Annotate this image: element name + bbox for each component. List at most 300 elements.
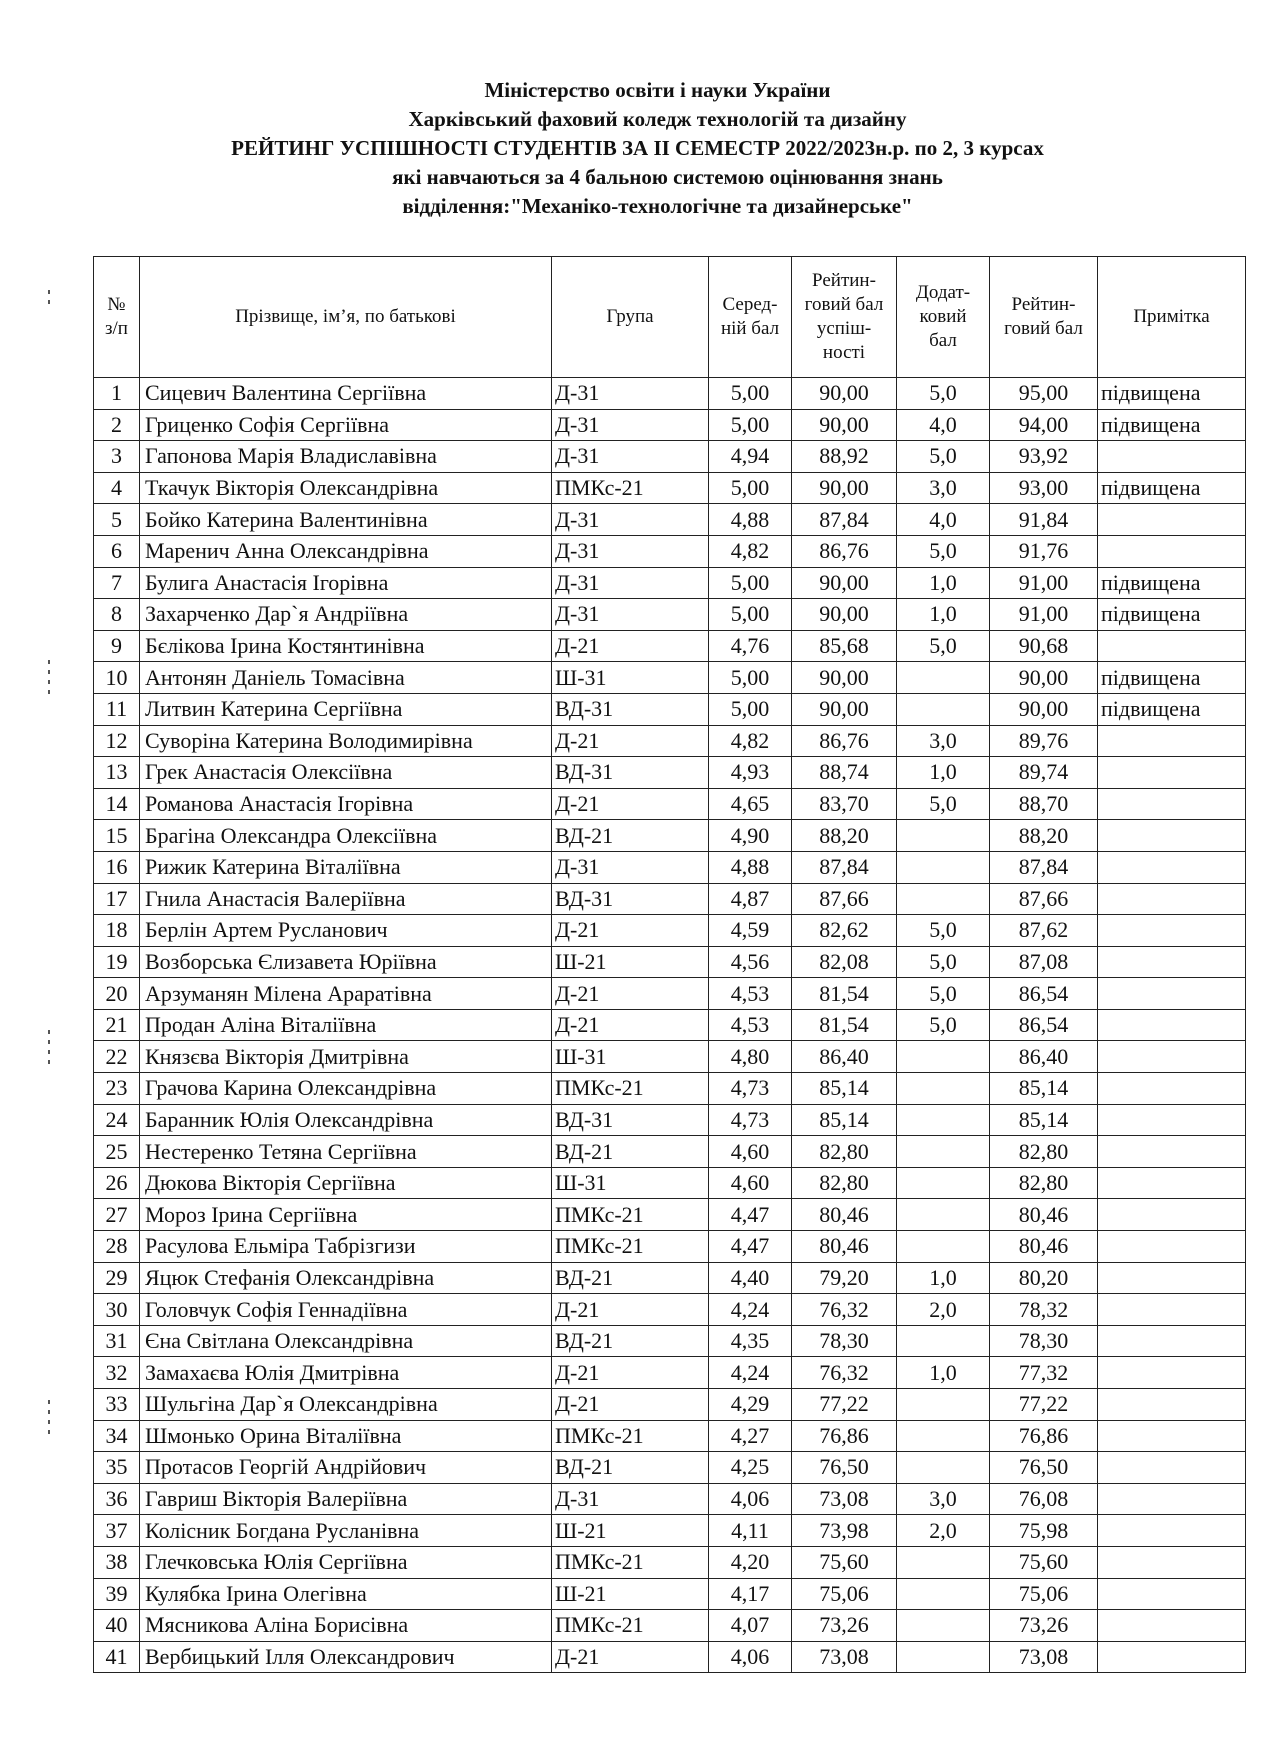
cell-rating: 87,66 [990,883,1098,915]
table-row [94,1420,1246,1452]
cell-name: Гапонова Марія Владиславівна [140,441,552,473]
table-row [94,693,1246,725]
cell-avg: 5,00 [709,409,792,441]
cell-avg: 4,53 [709,1009,792,1041]
cell-num: 37 [94,1515,140,1547]
cell-name: Замахаєва Юлія Дмитрівна [140,1357,552,1389]
cell-rating-success: 90,00 [792,472,897,504]
cell-rating: 77,32 [990,1357,1098,1389]
col-header-num: № з/п [94,257,140,378]
cell-rating-success: 73,26 [792,1610,897,1642]
cell-extra [897,1641,990,1673]
cell-rating: 90,00 [990,662,1098,694]
scan-mark [48,660,51,700]
col-header-group: Група [552,257,709,378]
cell-num: 18 [94,915,140,947]
cell-name: Продан Аліна Віталіївна [140,1009,552,1041]
cell-name: Єна Світлана Олександрівна [140,1325,552,1357]
col-header-avg: Серед- ній бал [709,257,792,378]
table-row [94,409,1246,441]
cell-extra: 4,0 [897,504,990,536]
table-row [94,1104,1246,1136]
cell-rating-success: 87,84 [792,851,897,883]
cell-note [1098,946,1246,978]
cell-avg: 4,24 [709,1357,792,1389]
cell-num: 15 [94,820,140,852]
cell-rating-success: 88,92 [792,441,897,473]
cell-group: ПМКс-21 [552,472,709,504]
cell-extra: 5,0 [897,915,990,947]
cell-num: 23 [94,1073,140,1105]
cell-extra [897,851,990,883]
cell-rating-success: 90,00 [792,378,897,410]
cell-group: Д-21 [552,1009,709,1041]
cell-num: 7 [94,567,140,599]
header-ministry: Міністерство освіти і науки України [484,78,831,102]
table-row [94,883,1246,915]
cell-name: Вербицький Ілля Олександрович [140,1641,552,1673]
cell-rating: 77,22 [990,1389,1098,1421]
cell-rating: 75,60 [990,1546,1098,1578]
cell-extra [897,1610,990,1642]
cell-name: Сицевич Валентина Сергіївна [140,378,552,410]
cell-rating-success: 75,06 [792,1578,897,1610]
header-title: РЕЙТИНГ УСПІШНОСТІ СТУДЕНТІВ ЗА ІІ СЕМЕСТР 2022/2023н.р. по 2, 3 курсах [231,136,1044,160]
cell-name: Мороз Ірина Сергіївна [140,1199,552,1231]
cell-num: 32 [94,1357,140,1389]
cell-note [1098,883,1246,915]
cell-num: 24 [94,1104,140,1136]
cell-rating: 88,20 [990,820,1098,852]
cell-num: 9 [94,630,140,662]
table-row [94,1515,1246,1547]
cell-note [1098,1167,1246,1199]
cell-rating: 89,76 [990,725,1098,757]
cell-group: ВД-21 [552,1136,709,1168]
cell-num: 3 [94,441,140,473]
cell-group: ПМКс-21 [552,1199,709,1231]
table-row [94,1483,1246,1515]
cell-rating: 85,14 [990,1104,1098,1136]
cell-rating: 76,86 [990,1420,1098,1452]
cell-note [1098,1325,1246,1357]
cell-group: Д-31 [552,851,709,883]
cell-rating: 78,32 [990,1294,1098,1326]
cell-group: ПМКс-21 [552,1546,709,1578]
table-row [94,441,1246,473]
cell-note [1098,1641,1246,1673]
col-header-extra: Додат- ковий бал [897,257,990,378]
cell-extra: 3,0 [897,1483,990,1515]
table-row [94,1610,1246,1642]
cell-extra: 4,0 [897,409,990,441]
cell-num: 27 [94,1199,140,1231]
cell-group: Д-31 [552,378,709,410]
cell-extra: 1,0 [897,757,990,789]
cell-avg: 5,00 [709,662,792,694]
cell-name: Антонян Даніель Томасівна [140,662,552,694]
table-row [94,1578,1246,1610]
cell-note: підвищена [1098,378,1246,410]
table-row [94,1199,1246,1231]
cell-extra: 1,0 [897,1357,990,1389]
cell-name: Князєва Вікторія Дмитрівна [140,1041,552,1073]
cell-name: Грачова Карина Олександрівна [140,1073,552,1105]
table-row [94,599,1246,631]
cell-num: 39 [94,1578,140,1610]
cell-name: Берлін Артем Русланович [140,915,552,947]
cell-group: ВД-31 [552,1104,709,1136]
table-row [94,725,1246,757]
cell-extra: 5,0 [897,378,990,410]
table-row [94,1041,1246,1073]
cell-group: Д-31 [552,409,709,441]
cell-name: Романова Анастасія Ігорівна [140,788,552,820]
cell-extra [897,1073,990,1105]
cell-num: 13 [94,757,140,789]
cell-avg: 5,00 [709,378,792,410]
cell-rating: 90,00 [990,693,1098,725]
cell-rating: 91,00 [990,599,1098,631]
cell-group: Д-21 [552,1389,709,1421]
cell-avg: 4,60 [709,1136,792,1168]
cell-extra: 5,0 [897,788,990,820]
cell-extra [897,693,990,725]
cell-name: Баранник Юлія Олександрівна [140,1104,552,1136]
cell-rating: 82,80 [990,1167,1098,1199]
cell-name: Головчук Софія Геннадіївна [140,1294,552,1326]
cell-extra: 3,0 [897,472,990,504]
cell-avg: 5,00 [709,472,792,504]
table-row [94,1389,1246,1421]
cell-num: 16 [94,851,140,883]
cell-extra [897,883,990,915]
cell-rating-success: 76,32 [792,1357,897,1389]
header-subtitle: які навчаються за 4 бальною системою оцінювання знань [392,165,943,189]
cell-num: 22 [94,1041,140,1073]
cell-group: Д-31 [552,1483,709,1515]
cell-note [1098,1389,1246,1421]
cell-num: 36 [94,1483,140,1515]
cell-note [1098,915,1246,947]
cell-num: 17 [94,883,140,915]
cell-group: ВД-21 [552,1262,709,1294]
cell-avg: 4,11 [709,1515,792,1547]
cell-avg: 4,94 [709,441,792,473]
table-row [94,1325,1246,1357]
cell-extra: 2,0 [897,1515,990,1547]
cell-num: 12 [94,725,140,757]
cell-name: Шмонько Орина Віталіївна [140,1420,552,1452]
cell-note [1098,757,1246,789]
cell-name: Колісник Богдана Русланівна [140,1515,552,1547]
cell-note [1098,1199,1246,1231]
cell-extra: 5,0 [897,535,990,567]
cell-rating: 86,40 [990,1041,1098,1073]
cell-extra [897,1167,990,1199]
table-row [94,820,1246,852]
cell-avg: 4,88 [709,504,792,536]
cell-name: Захарченко Дар`я Андріївна [140,599,552,631]
cell-avg: 4,47 [709,1199,792,1231]
cell-name: Бєлікова Ірина Костянтинівна [140,630,552,662]
cell-rating: 86,54 [990,1009,1098,1041]
cell-group: ПМКс-21 [552,1610,709,1642]
scan-mark [48,290,51,310]
cell-name: Мясникова Аліна Борисівна [140,1610,552,1642]
cell-extra: 1,0 [897,599,990,631]
cell-extra: 1,0 [897,1262,990,1294]
table-row [94,1167,1246,1199]
cell-note [1098,504,1246,536]
cell-rating-success: 90,00 [792,567,897,599]
cell-rating-success: 90,00 [792,409,897,441]
col-header-rating: Рейтин- говий бал [990,257,1098,378]
cell-extra [897,1325,990,1357]
cell-rating-success: 82,62 [792,915,897,947]
cell-rating-success: 87,66 [792,883,897,915]
cell-note [1098,1009,1246,1041]
cell-num: 6 [94,535,140,567]
cell-group: Д-31 [552,504,709,536]
cell-num: 19 [94,946,140,978]
cell-rating: 82,80 [990,1136,1098,1168]
col-header-note: Примітка [1098,257,1246,378]
table-row [94,1546,1246,1578]
cell-avg: 4,80 [709,1041,792,1073]
cell-note [1098,1294,1246,1326]
cell-rating: 75,98 [990,1515,1098,1547]
cell-rating: 90,68 [990,630,1098,662]
cell-name: Брагіна Олександра Олексіївна [140,820,552,852]
cell-avg: 4,27 [709,1420,792,1452]
cell-rating: 78,30 [990,1325,1098,1357]
cell-num: 29 [94,1262,140,1294]
cell-avg: 4,88 [709,851,792,883]
cell-rating-success: 85,68 [792,630,897,662]
cell-num: 4 [94,472,140,504]
cell-rating-success: 82,80 [792,1167,897,1199]
cell-extra [897,1389,990,1421]
cell-note [1098,1483,1246,1515]
cell-rating-success: 79,20 [792,1262,897,1294]
table-row [94,1231,1246,1263]
cell-name: Бойко Катерина Валентинівна [140,504,552,536]
table-row [94,788,1246,820]
cell-group: Д-21 [552,915,709,947]
table-row [94,1009,1246,1041]
cell-num: 5 [94,504,140,536]
cell-num: 1 [94,378,140,410]
cell-rating-success: 86,76 [792,725,897,757]
cell-note: підвищена [1098,409,1246,441]
cell-extra: 3,0 [897,725,990,757]
cell-extra [897,1199,990,1231]
cell-rating: 88,70 [990,788,1098,820]
cell-extra: 5,0 [897,630,990,662]
cell-note [1098,1420,1246,1452]
cell-group: Д-21 [552,725,709,757]
cell-rating-success: 85,14 [792,1104,897,1136]
cell-extra: 5,0 [897,1009,990,1041]
cell-num: 20 [94,978,140,1010]
cell-note [1098,1357,1246,1389]
cell-note [1098,1231,1246,1263]
cell-name: Суворіна Катерина Володимирівна [140,725,552,757]
cell-group: ВД-31 [552,883,709,915]
cell-rating-success: 80,46 [792,1199,897,1231]
cell-avg: 4,73 [709,1104,792,1136]
cell-name: Возборська Єлизавета Юріївна [140,946,552,978]
cell-name: Глечковська Юлія Сергіївна [140,1546,552,1578]
cell-name: Грек Анастасія Олексіївна [140,757,552,789]
header-department: відділення:"Механіко-технологічне та дизайнерське" [402,194,913,218]
cell-rating-success: 86,40 [792,1041,897,1073]
col-header-rating-success: Рейтин- говий бал успіш- ності [792,257,897,378]
cell-note: підвищена [1098,599,1246,631]
cell-note: підвищена [1098,567,1246,599]
cell-group: Ш-21 [552,946,709,978]
cell-group: ВД-31 [552,693,709,725]
table-row [94,1294,1246,1326]
cell-note [1098,788,1246,820]
cell-note [1098,851,1246,883]
cell-rating-success: 87,84 [792,504,897,536]
cell-rating-success: 73,08 [792,1483,897,1515]
cell-name: Литвин Катерина Сергіївна [140,693,552,725]
cell-num: 34 [94,1420,140,1452]
table-row [94,978,1246,1010]
cell-note [1098,630,1246,662]
cell-rating: 91,76 [990,535,1098,567]
cell-num: 26 [94,1167,140,1199]
cell-rating-success: 88,20 [792,820,897,852]
cell-avg: 4,82 [709,535,792,567]
cell-group: Д-21 [552,788,709,820]
cell-note [1098,1262,1246,1294]
cell-note [1098,978,1246,1010]
cell-group: Д-31 [552,535,709,567]
table-row [94,1357,1246,1389]
cell-rating-success: 83,70 [792,788,897,820]
cell-note [1098,1041,1246,1073]
cell-rating-success: 90,00 [792,693,897,725]
cell-note: підвищена [1098,662,1246,694]
document-header [0,76,1275,221]
table-row [94,662,1246,694]
cell-num: 28 [94,1231,140,1263]
cell-rating: 80,20 [990,1262,1098,1294]
cell-num: 21 [94,1009,140,1041]
cell-avg: 4,90 [709,820,792,852]
cell-extra: 5,0 [897,978,990,1010]
cell-group: ПМКс-21 [552,1420,709,1452]
cell-rating-success: 76,50 [792,1452,897,1484]
cell-group: ВД-21 [552,1452,709,1484]
cell-group: ВД-21 [552,820,709,852]
cell-num: 38 [94,1546,140,1578]
cell-name: Шульгіна Дар`я Олександрівна [140,1389,552,1421]
cell-name: Расулова Ельміра Табрізгизи [140,1231,552,1263]
cell-avg: 4,20 [709,1546,792,1578]
cell-extra [897,1104,990,1136]
cell-name: Нестеренко Тетяна Сергіївна [140,1136,552,1168]
cell-name: Булига Анастасія Ігорівна [140,567,552,599]
table-row [94,1641,1246,1673]
cell-num: 11 [94,693,140,725]
cell-group: Д-31 [552,599,709,631]
cell-group: Ш-21 [552,1578,709,1610]
cell-note [1098,1104,1246,1136]
cell-rating: 73,26 [990,1610,1098,1642]
rating-table [93,256,1246,1673]
cell-avg: 5,00 [709,693,792,725]
cell-rating-success: 90,00 [792,599,897,631]
cell-note [1098,1136,1246,1168]
cell-group: Ш-21 [552,1515,709,1547]
table-row [94,915,1246,947]
cell-num: 33 [94,1389,140,1421]
cell-avg: 4,59 [709,915,792,947]
cell-name: Дюкова Вікторія Сергіївна [140,1167,552,1199]
cell-group: Д-21 [552,630,709,662]
cell-rating-success: 75,60 [792,1546,897,1578]
cell-extra [897,1231,990,1263]
cell-rating: 93,00 [990,472,1098,504]
cell-avg: 4,47 [709,1231,792,1263]
cell-rating-success: 86,76 [792,535,897,567]
cell-name: Рижик Катерина Віталіївна [140,851,552,883]
cell-avg: 4,40 [709,1262,792,1294]
cell-num: 10 [94,662,140,694]
cell-group: Д-31 [552,567,709,599]
cell-rating: 76,08 [990,1483,1098,1515]
cell-note [1098,535,1246,567]
cell-rating: 95,00 [990,378,1098,410]
cell-rating: 93,92 [990,441,1098,473]
cell-name: Протасов Георгій Андрійович [140,1452,552,1484]
cell-avg: 4,82 [709,725,792,757]
table-row [94,1452,1246,1484]
cell-rating: 91,00 [990,567,1098,599]
cell-name: Ткачук Вікторія Олександрівна [140,472,552,504]
cell-rating: 86,54 [990,978,1098,1010]
cell-extra [897,1578,990,1610]
cell-name: Маренич Анна Олександрівна [140,535,552,567]
cell-num: 14 [94,788,140,820]
cell-extra: 1,0 [897,567,990,599]
table-header-row [94,257,1246,378]
cell-rating: 87,08 [990,946,1098,978]
cell-avg: 4,29 [709,1389,792,1421]
cell-rating-success: 81,54 [792,978,897,1010]
cell-avg: 4,56 [709,946,792,978]
cell-rating-success: 77,22 [792,1389,897,1421]
cell-rating-success: 88,74 [792,757,897,789]
cell-group: Д-31 [552,441,709,473]
cell-note [1098,725,1246,757]
cell-rating: 76,50 [990,1452,1098,1484]
cell-rating-success: 90,00 [792,662,897,694]
cell-name: Гриценко Софія Сергіївна [140,409,552,441]
cell-group: Д-21 [552,1294,709,1326]
table-row [94,504,1246,536]
cell-rating: 94,00 [990,409,1098,441]
cell-rating-success: 78,30 [792,1325,897,1357]
cell-avg: 4,25 [709,1452,792,1484]
cell-avg: 4,93 [709,757,792,789]
table-row [94,535,1246,567]
